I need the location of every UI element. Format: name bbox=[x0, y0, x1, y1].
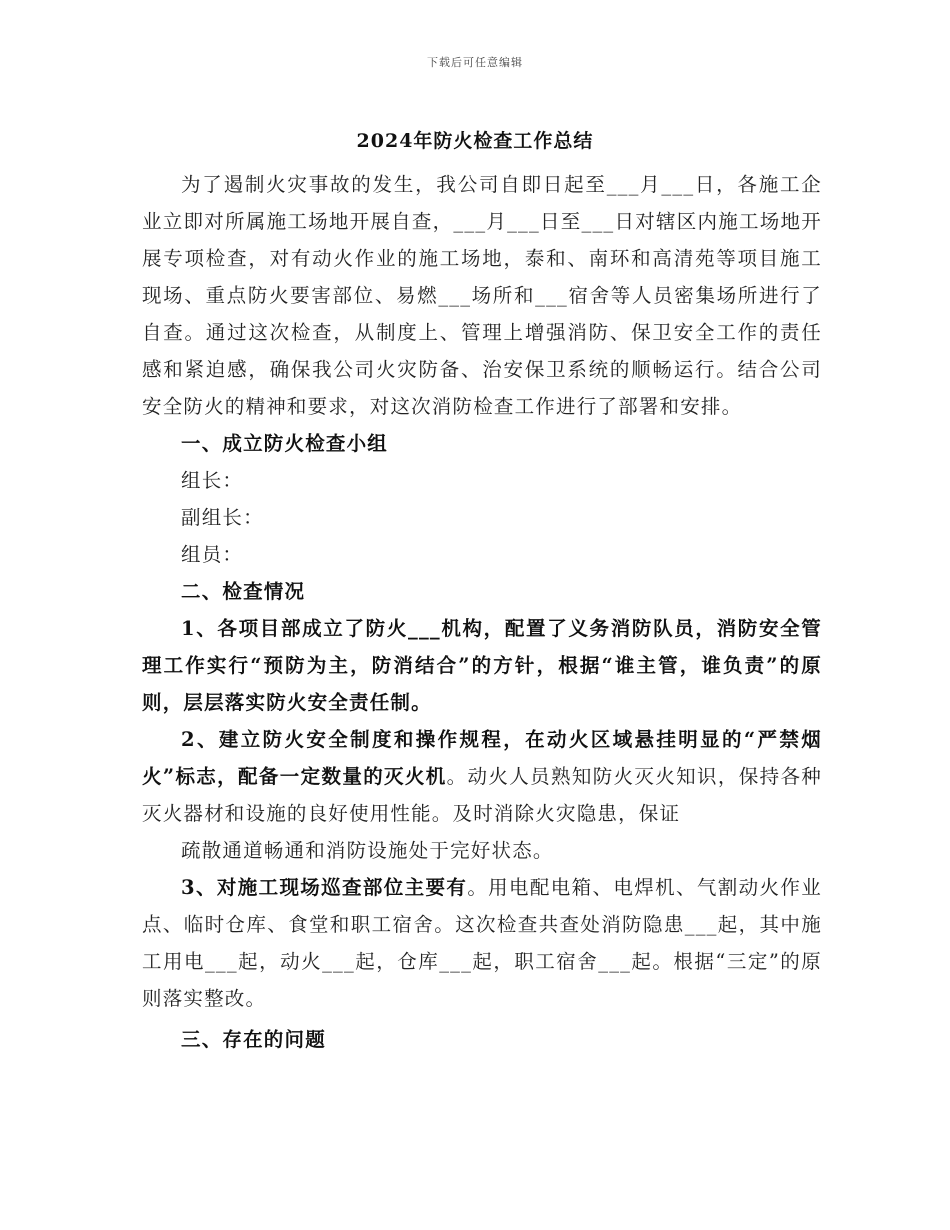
leader-label: 组长： bbox=[181, 469, 244, 492]
item-2-paragraph bbox=[142, 721, 822, 832]
item-2-last-line: 疏散通道畅通和消防设施处于完好状态。 bbox=[181, 839, 554, 862]
members-label: 组员： bbox=[181, 543, 244, 566]
item-2-bold-text: 2、建立防火安全制度和操作规程，在动火区域悬挂明显的“严禁烟火”标志，配备一定数量的灭火机 bbox=[142, 728, 822, 788]
vice-leader-label: 副组长： bbox=[181, 506, 264, 529]
section-2-heading: 二、检查情况 bbox=[181, 580, 306, 603]
document-body bbox=[142, 166, 822, 1058]
section-3-heading: 三、存在的问题 bbox=[181, 1028, 326, 1051]
document-title: 2024年防火检查工作总结 bbox=[356, 130, 594, 152]
item-1-paragraph: 1、各项目部成立了防火___机构，配置了义务消防队员，消防安全管理工作实行“预防为主，防消结合”的方针，根据“谁主管，谁负责”的原则，层层落实防火安全责任制。 bbox=[142, 617, 822, 714]
item-3-paragraph bbox=[142, 869, 822, 1017]
item-2-text: 。动火人员熟知防火灭火知识，保持各种灭火器材和设施的良好使用性能。及时消除火灾隐患，保证 bbox=[142, 765, 823, 825]
page-header: 下载后可任意编辑 bbox=[427, 56, 523, 69]
section-1-heading: 一、成立防火检查小组 bbox=[181, 432, 389, 455]
item-3-bold-text: 3、对施工现场巡查部位主要有 bbox=[181, 876, 468, 899]
item-3-text: 。用电配电箱、电焊机、气割动火作业点、临时仓库、食堂和职工宿舍。这次检查共查处消防隐患___起，其中施工用电___起，动火___起，仓库___起，职工宿舍___起。根据“三定”的原则落实整改。 bbox=[142, 876, 822, 1010]
intro-paragraph: 为了遏制火灾事故的发生，我公司自即日起至___月___日，各施工企业立即对所属施工场地开展自查，___月___日至___日对辖区内施工场地开展专项检查，对有动火作业的施工场地，泰和、南环和高清苑等项目施工现场、重点防火要害部位、易燃___场所和___宿舍等人员密集场所进行了自查。通过这次检查，从制度上、管理上增强消防、保卫安全工作的责任感和紧迫感，确保我公司火灾防备、治安保卫系统的顺畅运行。结合公司安全防火的精神和要求，对这次消防检查工作进行了部署和安排。 bbox=[142, 173, 822, 418]
